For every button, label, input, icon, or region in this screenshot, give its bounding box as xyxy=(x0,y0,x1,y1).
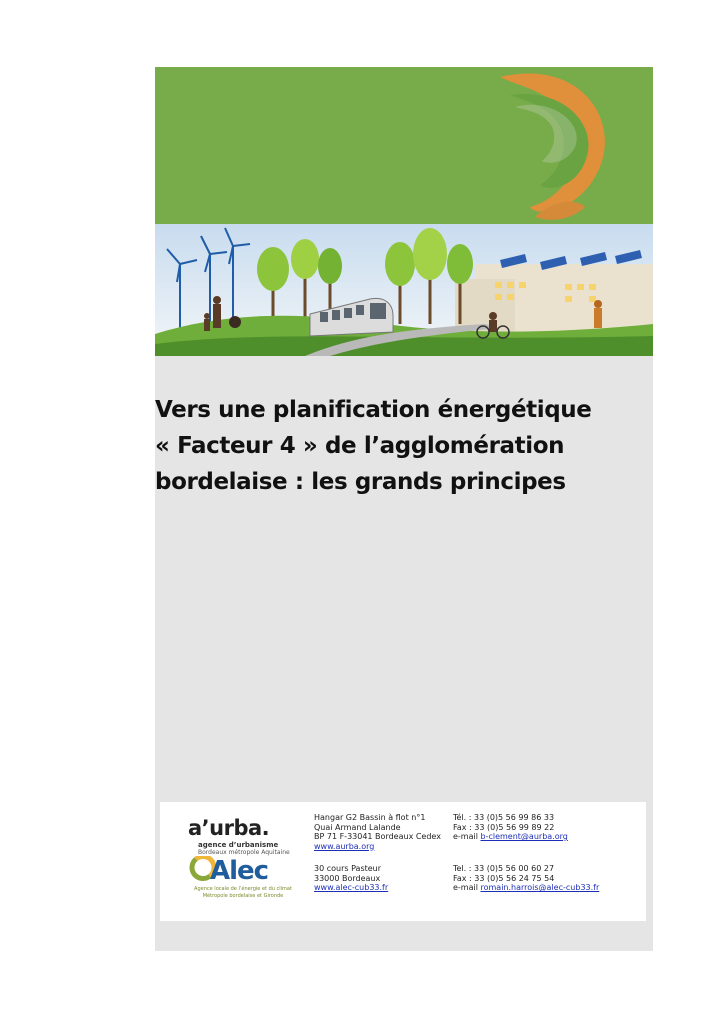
alec-contact xyxy=(453,864,599,893)
title-line-3: bordelaise : les grands principes xyxy=(155,469,566,495)
aurba-email-link[interactable]: b-clement@aurba.org xyxy=(480,832,568,841)
contact-box xyxy=(160,802,646,921)
alec-logo-line-2: Métropole bordelaise et Gironde xyxy=(202,893,284,899)
alec-email-line xyxy=(453,883,599,893)
alec-address-line-1: 30 cours Pasteur xyxy=(314,864,382,873)
alec-address-line-2: 33000 Bordeaux xyxy=(314,873,381,883)
title-line-1: Vers une planification énergétique xyxy=(155,397,592,423)
aurba-logo-subtitle: agence d’urbanisme xyxy=(198,841,279,849)
aurba-logo-tagline: Bordeaux métropole Aquitaine xyxy=(198,849,290,856)
document-title xyxy=(155,392,635,500)
cover-illustration xyxy=(155,224,653,356)
aurba-email-line xyxy=(453,832,568,842)
cover-banner xyxy=(155,67,653,224)
alec-logo-name: Alec xyxy=(210,856,269,886)
alec-website-link[interactable]: www.alec-cub33.fr xyxy=(314,883,389,892)
alec-logo-line-1: Agence locale de l’énergie et du climat xyxy=(194,886,292,892)
aurba-fax: Fax : 33 (0)5 56 99 89 22 xyxy=(453,822,555,832)
aurba-phone: Tél. : 33 (0)5 56 99 86 33 xyxy=(453,813,555,822)
aurba-website-link[interactable]: www.aurba.org xyxy=(314,841,375,851)
alec-address xyxy=(314,864,388,893)
alec-email-link[interactable]: romain.harrois@alec-cub33.fr xyxy=(480,883,600,892)
aurba-contact xyxy=(453,813,568,842)
aurba-logo xyxy=(182,816,302,858)
title-line-2: « Facteur 4 » de l’agglomération xyxy=(155,433,565,459)
alec-logo-subtitle xyxy=(184,886,302,900)
aurba-logo-name: a’urba. xyxy=(188,816,270,840)
alec-logo xyxy=(182,856,302,904)
aurba-address-line-1: Hangar G2 Bassin à flot n°1 xyxy=(314,813,426,822)
alec-fax: Fax : 33 (0)5 56 24 75 54 xyxy=(453,873,555,883)
cover-page xyxy=(155,67,653,951)
alec-phone: Tel. : 33 (0)5 56 00 60 27 xyxy=(453,864,555,873)
aurba-address-line-3: BP 71 F-33041 Bordeaux Cedex xyxy=(314,832,441,841)
aurba-address xyxy=(314,813,441,851)
aurba-address-line-2: Quai Armand Lalande xyxy=(314,822,401,832)
swirl-logo-graphic xyxy=(155,67,653,224)
alec-email-label: e-mail xyxy=(453,883,478,892)
aurba-email-label: e-mail xyxy=(453,832,478,841)
